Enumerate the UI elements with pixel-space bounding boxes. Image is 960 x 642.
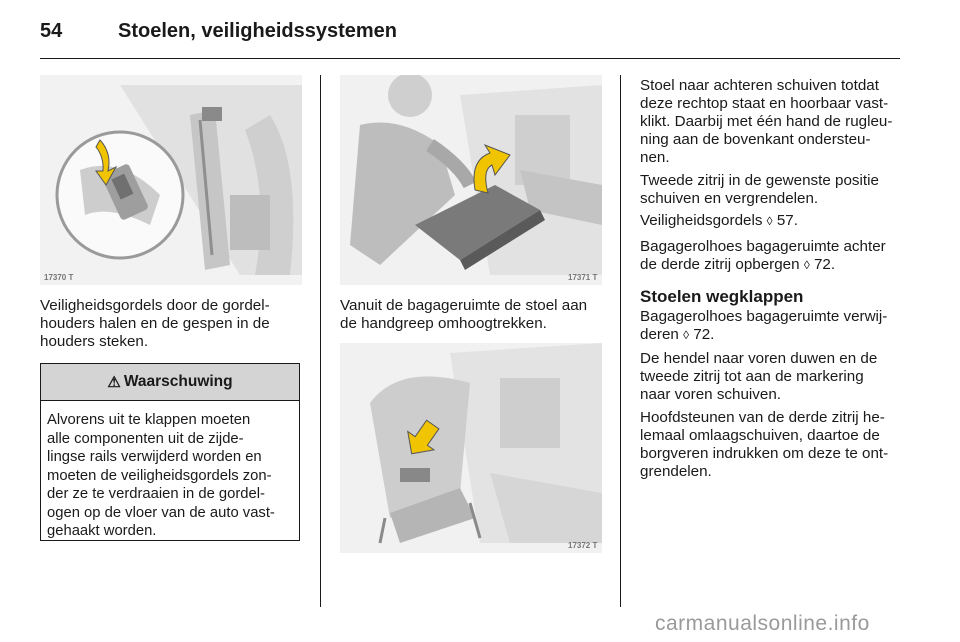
figure-code: 17371 T	[568, 273, 598, 282]
paragraph-slide-seat-back: Stoel naar achteren schuiven totdat deze rechtop staat en hoorbaar vast- klikt. Daarbij met één hand de rugleu- ning aan de bovenkant ondersteu- nen.	[640, 77, 893, 166]
figure-lifting-seat	[340, 75, 602, 285]
paragraph-headrests: Hoofdsteunen van de derde zitrij he- lemaal omlaagschuiven, daartoe de borgveren indrukken om deze te ont- grendelen.	[640, 409, 889, 480]
paragraph-cargo-cover-remove: Bagagerolhoes bagageruimte verwij- deren ◊ 72.	[640, 308, 888, 343]
paragraph-second-row: Tweede zitrij in de gewenste positie schuiven en vergrendelen.	[640, 172, 879, 207]
warning-text: Alvorens uit te klappen moeten alle componenten uit de zijde- lingse rails verwijderd worden en moeten de veiligheidsgordels zon- der ze te verdraaien in de gordel- ogen op de vloer van de auto vast- gehaakt worden.	[47, 412, 275, 539]
xref-icon: ◊	[766, 214, 773, 228]
column-divider-2	[620, 75, 621, 607]
link-cargo-cover-remove[interactable]: deren	[640, 326, 679, 343]
page-title: Stoelen, veiligheidssystemen	[118, 20, 397, 42]
link-seatbelts[interactable]: Veiligheidsgordels	[640, 212, 763, 229]
warning-triangle-icon: ⚠	[107, 374, 121, 391]
paragraph-push-lever: De hendel naar voren duwen en de tweede zitrij tot aan de markering naar voren schuiven.	[640, 350, 878, 403]
paragraph-pull-handle: Vanuit de bagageruimte de stoel aan de handgreep omhoogtrekken.	[340, 297, 588, 332]
watermark: carmanualsonline.info	[655, 612, 870, 635]
page-ref[interactable]: 57.	[776, 212, 798, 229]
page-ref[interactable]: 72.	[693, 326, 715, 343]
section-title: Stoelen wegklappen	[640, 287, 804, 306]
link-cargo-cover-store[interactable]: de derde zitrij opbergen	[640, 256, 800, 273]
xref-icon: ◊	[803, 258, 810, 272]
page-number: 54	[40, 20, 63, 42]
warning-header	[41, 364, 299, 401]
page-ref[interactable]: 72.	[813, 256, 836, 273]
column-divider-1	[320, 75, 321, 607]
warning-box	[40, 363, 300, 541]
figure-code: 17370 T	[44, 273, 74, 282]
xref-icon: ◊	[683, 328, 690, 342]
warning-title: Waarschuwing	[123, 373, 233, 390]
figure-code: 17372 T	[568, 541, 598, 550]
figure-folding-seat	[340, 343, 602, 553]
paragraph-thread-belts: Veiligheidsgordels door de gordel- houders halen en de gespen in de houders steken.	[40, 297, 270, 350]
paragraph-seatbelts-ref	[640, 212, 798, 230]
folding-seat-illustration	[340, 343, 602, 553]
lifting-seat-illustration	[340, 75, 602, 285]
paragraph-cargo-cover-store: Bagagerolhoes bagageruimte achter de derde zitrij opbergen ◊ 72.	[640, 238, 886, 273]
seatbelt-buckle-illustration	[40, 75, 302, 285]
figure-seatbelt-buckle	[40, 75, 302, 285]
header-rule	[40, 58, 900, 59]
